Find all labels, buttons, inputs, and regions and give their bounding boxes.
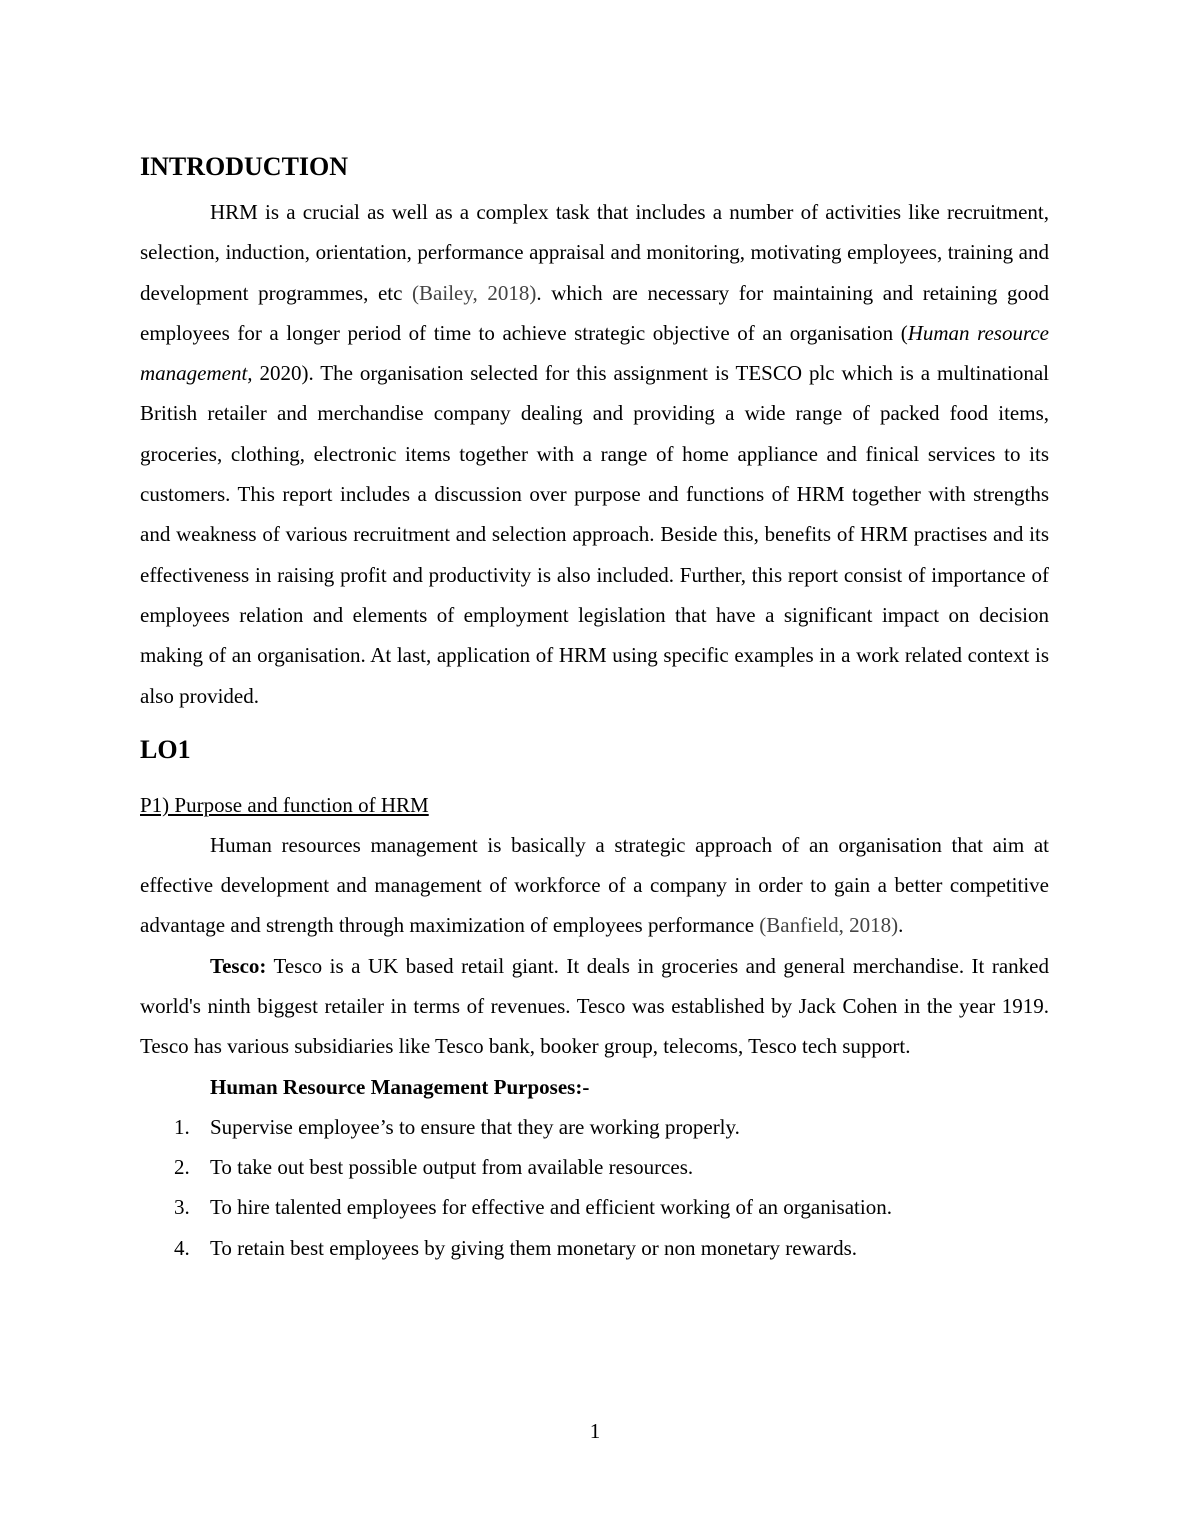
- list-item-number: 2.: [174, 1154, 190, 1179]
- introduction-paragraph: [140, 192, 1049, 716]
- list-item-text: Supervise employee’s to ensure that they are working properly.: [210, 1114, 740, 1139]
- lo1-heading: LO1: [140, 734, 191, 764]
- hrm-definition-paragraph: [140, 825, 1049, 946]
- tesco-paragraph: [140, 946, 1049, 1067]
- hrm-definition-text: Human resources management is basically a strategic approach of an organisation that aim at effective development and management of workforce of a company in order to gain a better competitive advantage and strength through maximization of employees performance: [140, 832, 1049, 938]
- citation-bailey: (Bailey, 2018): [412, 280, 537, 305]
- list-item-text: To hire talented employees for effective and efficient working of an organisation.: [210, 1195, 892, 1220]
- list-item-text: To take out best possible output from available resources.: [210, 1154, 694, 1179]
- list-item: [140, 1147, 1049, 1187]
- list-item: [140, 1187, 1049, 1227]
- purposes-heading: Human Resource Management Purposes:-: [210, 1074, 590, 1099]
- intro-text-part-1: HRM is a crucial as well as a complex task that includes a number of activities like recruitment, selection, induction, orientation, performance appraisal and monitoring, motivating employees, training and development programmes, etc: [140, 200, 1049, 305]
- list-item-number: 3.: [174, 1195, 190, 1220]
- intro-text-part-2: . which are necessary for maintaining and retaining good employees for a longer period of time to achieve strategic objective of an organisation (: [140, 280, 1049, 345]
- list-item: [140, 1107, 1049, 1147]
- p1-subheading: P1) Purpose and function of HRM: [140, 792, 429, 817]
- purposes-list: [140, 1107, 1049, 1268]
- page-number: 1: [589, 1419, 601, 1443]
- introduction-heading: INTRODUCTION: [140, 152, 349, 181]
- list-item-number: 4.: [174, 1235, 190, 1260]
- list-item-number: 1.: [174, 1114, 190, 1139]
- tesco-label: Tesco:: [210, 953, 267, 978]
- page-content: [140, 150, 1049, 1268]
- citation-hrm-title: Human resource management,: [140, 320, 1049, 386]
- hrm-definition-end: .: [898, 913, 904, 938]
- intro-text-part-3: 2020). The organisation selected for this assignment is TESCO plc which is a multinational British retailer and merchandise company dealing and providing a wide range of packed food items, groceries, clothing, electronic items together with a range of home appliance and finical services to its customers. This report includes a discussion over purpose and functions of HRM together with strengths and weakness of various recruitment and selection approach. Beside this, benefits of HRM practises and its effectiveness in raising profit and productivity is also included. Further, this report consist of importance of employees relation and elements of employment legislation that have a significant impact on decision making of an organisation. At last, application of HRM using specific examples in a work related context is also provided.: [140, 361, 1049, 708]
- list-item-text: To retain best employees by giving them monetary or non monetary rewards.: [210, 1235, 858, 1260]
- list-item: [140, 1228, 1049, 1268]
- citation-banfield: (Banfield, 2018): [759, 913, 899, 938]
- tesco-text: Tesco is a UK based retail giant. It deals in groceries and general merchandise. It ranked world's ninth biggest retailer in terms of revenues. Tesco was established by Jack Cohen in the year 1919. Tesco has various subsidiaries like Tesco bank, booker group, telecoms, Tesco tech support.: [140, 953, 1049, 1059]
